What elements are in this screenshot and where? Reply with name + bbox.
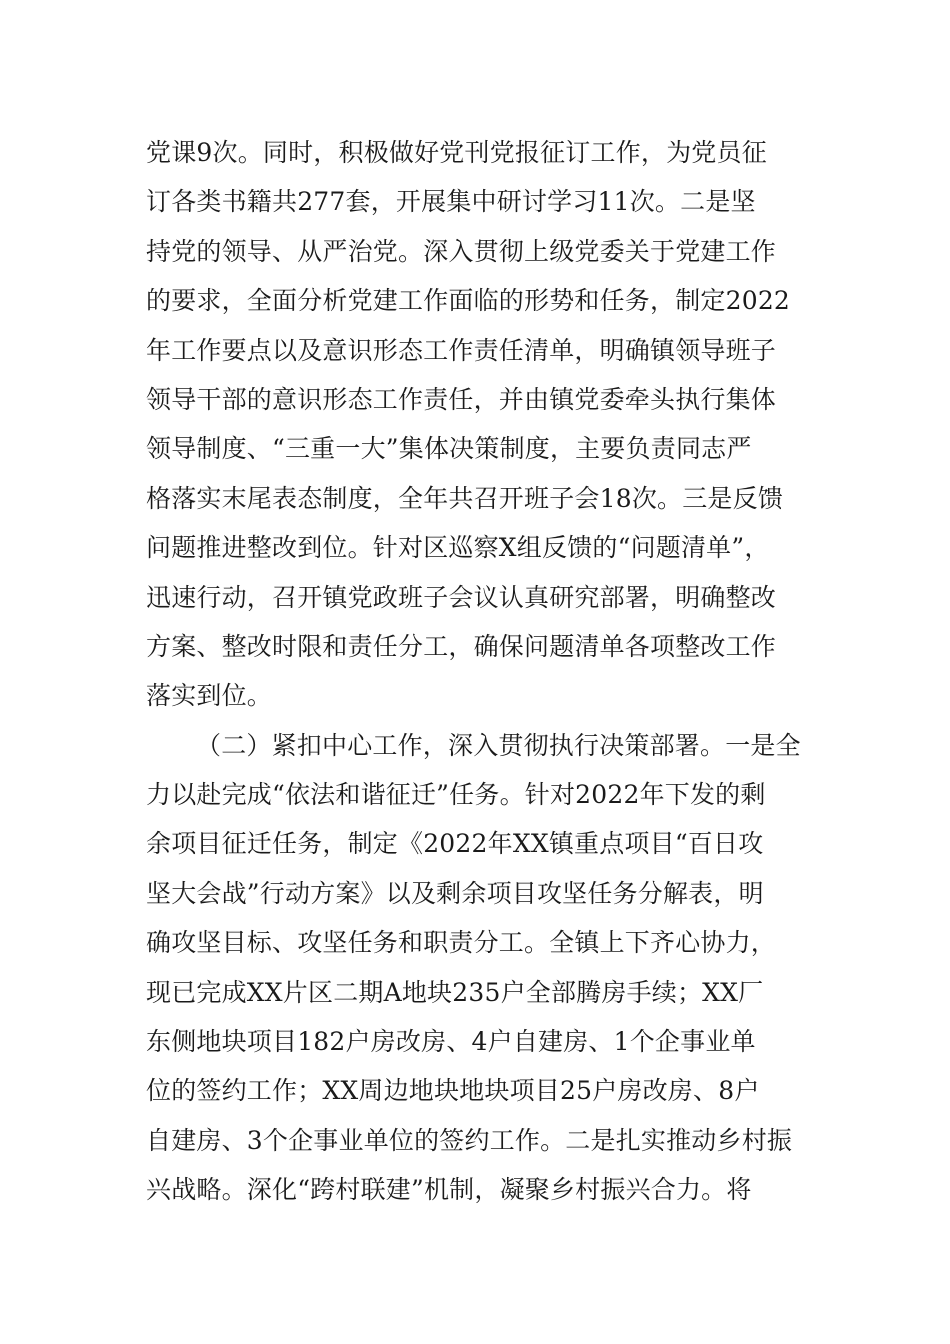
text-line: 订各类书籍共277套，开展集中研讨学习11次。二是坚 bbox=[146, 187, 756, 217]
body-text bbox=[146, 128, 816, 1215]
text-line: 迅速行动，召开镇党政班子会议认真研究部署，明确整改 bbox=[146, 582, 777, 612]
text-line: 兴战略。深化“跨村联建”机制，凝聚乡村振兴合力。将 bbox=[146, 1175, 752, 1205]
text-line: 确攻坚目标、攻坚任务和职责分工。全镇上下齐心协力， bbox=[146, 928, 777, 958]
text-line: 坚大会战”行动方案》以及剩余项目攻坚任务分解表，明 bbox=[146, 878, 764, 908]
text-line: 的要求，全面分析党建工作面临的形势和任务，制定2022 bbox=[146, 286, 791, 316]
text-line: 自建房、3个企事业单位的签约工作。二是扎实推动乡村振 bbox=[146, 1125, 793, 1155]
text-line: 格落实末尾表态制度，全年共召开班子会18次。三是反馈 bbox=[146, 483, 784, 513]
text-line: 余项目征迁任务，制定《2022年XX镇重点项目“百日攻 bbox=[146, 829, 764, 859]
text-line: 持党的领导、从严治党。深入贯彻上级党委关于党建工作 bbox=[146, 236, 777, 266]
text-line: 东侧地块项目182户房改房、4户自建房、1个企事业单 bbox=[146, 1027, 756, 1057]
section-heading-line: （二）紧扣中心工作，深入贯彻执行决策部署。一是全 bbox=[196, 730, 801, 760]
text-line: 力以赴完成“依法和谐征迁”任务。针对2022年下发的剩 bbox=[146, 780, 766, 810]
text-line: 位的签约工作；XX周边地块地块项目25户房改房、8户 bbox=[146, 1076, 760, 1106]
text-line: 现已完成XX片区二期A地块235户全部腾房手续；XX厂 bbox=[146, 977, 764, 1007]
text-line: 落实到位。 bbox=[146, 681, 273, 711]
text-line: 方案、整改时限和责任分工，确保问题清单各项整改工作 bbox=[146, 631, 777, 661]
text-line: 党课9次。同时，积极做好党刊党报征订工作，为党员征 bbox=[146, 138, 767, 167]
text-line: 问题推进整改到位。针对区巡察X组反馈的“问题清单”， bbox=[146, 533, 770, 563]
text-line: 领导干部的意识形态工作责任，并由镇党委牵头执行集体 bbox=[146, 384, 777, 414]
text-line: 年工作要点以及意识形态工作责任清单，明确镇领导班子 bbox=[146, 335, 777, 365]
text-line: 领导制度、“三重一大”集体决策制度，主要负责同志严 bbox=[146, 434, 752, 464]
